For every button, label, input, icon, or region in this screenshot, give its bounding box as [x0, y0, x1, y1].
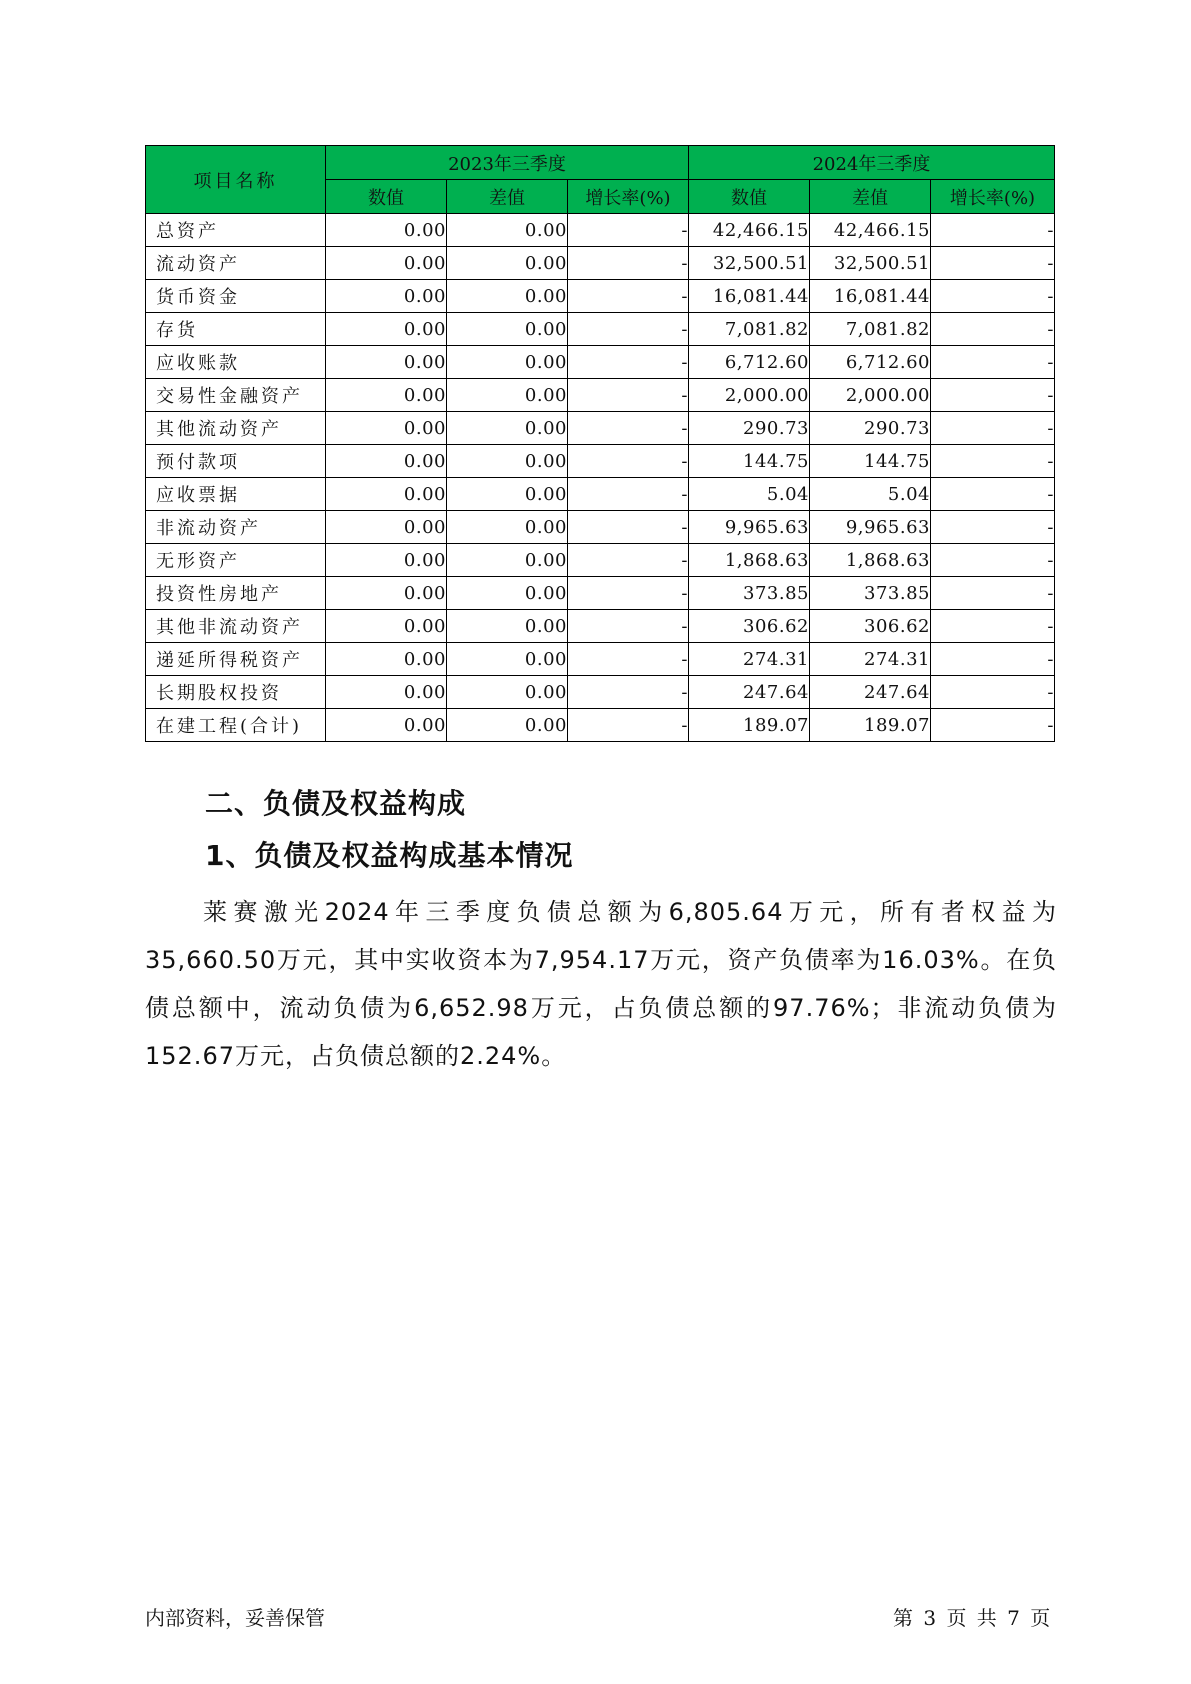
cell-growth-2024: - [931, 577, 1055, 610]
cell-value-2023: 0.00 [326, 544, 447, 577]
table-row [146, 610, 1055, 643]
cell-diff-2023: 0.00 [447, 313, 568, 346]
cell-value-2024: 2,000.00 [689, 379, 810, 412]
cell-item-name: 其他流动资产 [146, 412, 326, 445]
header-period-2024: 2024年三季度 [689, 146, 1055, 180]
cell-diff-2024: 306.62 [810, 610, 931, 643]
cell-diff-2024: 5.04 [810, 478, 931, 511]
table-row [146, 280, 1055, 313]
cell-growth-2024: - [931, 379, 1055, 412]
cell-value-2024: 42,466.15 [689, 214, 810, 247]
cell-value-2024: 16,081.44 [689, 280, 810, 313]
cell-growth-2024: - [931, 445, 1055, 478]
table-row [146, 676, 1055, 709]
cell-diff-2023: 0.00 [447, 247, 568, 280]
cell-growth-2024: - [931, 544, 1055, 577]
cell-value-2024: 306.62 [689, 610, 810, 643]
cell-diff-2023: 0.00 [447, 478, 568, 511]
table-body [146, 214, 1055, 742]
header-growth-2023: 增长率(%) [568, 180, 689, 214]
cell-item-name: 应收票据 [146, 478, 326, 511]
cell-diff-2024: 42,466.15 [810, 214, 931, 247]
cell-diff-2024: 6,712.60 [810, 346, 931, 379]
cell-growth-2024: - [931, 478, 1055, 511]
cell-growth-2023: - [568, 280, 689, 313]
cell-diff-2023: 0.00 [447, 379, 568, 412]
cell-value-2023: 0.00 [326, 709, 447, 742]
cell-value-2023: 0.00 [326, 643, 447, 676]
table-row [146, 214, 1055, 247]
cell-value-2024: 274.31 [689, 643, 810, 676]
cell-growth-2024: - [931, 610, 1055, 643]
header-value-2024: 数值 [689, 180, 810, 214]
cell-growth-2024: - [931, 676, 1055, 709]
cell-diff-2024: 16,081.44 [810, 280, 931, 313]
cell-item-name: 流动资产 [146, 247, 326, 280]
cell-item-name: 在建工程(合计) [146, 709, 326, 742]
cell-item-name: 非流动资产 [146, 511, 326, 544]
cell-growth-2023: - [568, 610, 689, 643]
cell-diff-2023: 0.00 [447, 709, 568, 742]
table-row [146, 247, 1055, 280]
cell-value-2023: 0.00 [326, 610, 447, 643]
cell-growth-2024: - [931, 280, 1055, 313]
cell-diff-2023: 0.00 [447, 643, 568, 676]
cell-growth-2023: - [568, 313, 689, 346]
cell-item-name: 存货 [146, 313, 326, 346]
cell-diff-2024: 274.31 [810, 643, 931, 676]
cell-item-name: 应收账款 [146, 346, 326, 379]
cell-growth-2023: - [568, 676, 689, 709]
table-row [146, 478, 1055, 511]
cell-item-name: 预付款项 [146, 445, 326, 478]
cell-growth-2024: - [931, 346, 1055, 379]
cell-value-2023: 0.00 [326, 445, 447, 478]
table-row [146, 379, 1055, 412]
table-row [146, 577, 1055, 610]
table-row [146, 511, 1055, 544]
cell-diff-2024: 2,000.00 [810, 379, 931, 412]
cell-growth-2023: - [568, 412, 689, 445]
cell-growth-2023: - [568, 445, 689, 478]
cell-diff-2024: 247.64 [810, 676, 931, 709]
cell-value-2023: 0.00 [326, 478, 447, 511]
cell-diff-2023: 0.00 [447, 346, 568, 379]
header-diff-2024: 差值 [810, 180, 931, 214]
cell-growth-2023: - [568, 511, 689, 544]
section-paragraph: 莱赛激光2024年三季度负债总额为6,805.64万元，所有者权益为35,660.50万元，其中实收资本为7,954.17万元，资产负债率为16.03%。在负债总额中，流动负债为6,652.98万元，占负债总额的97.76%；非流动负债为152.67万元，占负债总额的2.24%。 [145, 898, 1057, 1070]
cell-diff-2023: 0.00 [447, 577, 568, 610]
footer-page-number: 第 3 页 共 7 页 [893, 1606, 1051, 1630]
cell-value-2024: 32,500.51 [689, 247, 810, 280]
cell-item-name: 其他非流动资产 [146, 610, 326, 643]
header-growth-2024: 增长率(%) [931, 180, 1055, 214]
cell-growth-2024: - [931, 313, 1055, 346]
cell-item-name: 交易性金融资产 [146, 379, 326, 412]
cell-growth-2023: - [568, 643, 689, 676]
cell-growth-2024: - [931, 709, 1055, 742]
cell-diff-2023: 0.00 [447, 412, 568, 445]
table-row [146, 346, 1055, 379]
cell-value-2024: 1,868.63 [689, 544, 810, 577]
cell-item-name: 长期股权投资 [146, 676, 326, 709]
table-row [146, 412, 1055, 445]
cell-item-name: 货币资金 [146, 280, 326, 313]
cell-diff-2024: 189.07 [810, 709, 931, 742]
cell-diff-2024: 144.75 [810, 445, 931, 478]
footer-confidential-note: 内部资料，妥善保管 [145, 1606, 325, 1630]
cell-diff-2024: 9,965.63 [810, 511, 931, 544]
table-row [146, 313, 1055, 346]
cell-diff-2023: 0.00 [447, 610, 568, 643]
cell-item-name: 投资性房地产 [146, 577, 326, 610]
asset-comparison-table [145, 145, 1055, 742]
cell-value-2023: 0.00 [326, 214, 447, 247]
cell-growth-2024: - [931, 214, 1055, 247]
cell-value-2023: 0.00 [326, 412, 447, 445]
cell-value-2023: 0.00 [326, 247, 447, 280]
cell-growth-2023: - [568, 346, 689, 379]
cell-diff-2024: 373.85 [810, 577, 931, 610]
cell-value-2023: 0.00 [326, 346, 447, 379]
cell-diff-2023: 0.00 [447, 544, 568, 577]
cell-value-2024: 373.85 [689, 577, 810, 610]
cell-value-2023: 0.00 [326, 313, 447, 346]
table-row [146, 445, 1055, 478]
cell-growth-2024: - [931, 247, 1055, 280]
section-heading: 二、负债及权益构成 [205, 787, 467, 820]
cell-growth-2024: - [931, 511, 1055, 544]
cell-diff-2024: 32,500.51 [810, 247, 931, 280]
cell-value-2023: 0.00 [326, 676, 447, 709]
cell-diff-2023: 0.00 [447, 445, 568, 478]
cell-value-2024: 290.73 [689, 412, 810, 445]
cell-value-2023: 0.00 [326, 280, 447, 313]
header-diff-2023: 差值 [447, 180, 568, 214]
header-item-name: 项目名称 [146, 146, 326, 214]
table-row [146, 544, 1055, 577]
cell-growth-2023: - [568, 247, 689, 280]
cell-value-2024: 6,712.60 [689, 346, 810, 379]
cell-value-2024: 189.07 [689, 709, 810, 742]
cell-value-2024: 9,965.63 [689, 511, 810, 544]
cell-diff-2023: 0.00 [447, 676, 568, 709]
cell-value-2024: 144.75 [689, 445, 810, 478]
cell-diff-2024: 1,868.63 [810, 544, 931, 577]
cell-diff-2023: 0.00 [447, 511, 568, 544]
cell-diff-2024: 7,081.82 [810, 313, 931, 346]
table-row [146, 643, 1055, 676]
table-row [146, 709, 1055, 742]
cell-diff-2023: 0.00 [447, 280, 568, 313]
cell-growth-2023: - [568, 478, 689, 511]
cell-diff-2023: 0.00 [447, 214, 568, 247]
cell-growth-2023: - [568, 577, 689, 610]
section-subheading: 1、负债及权益构成基本情况 [205, 839, 574, 872]
cell-diff-2024: 290.73 [810, 412, 931, 445]
cell-growth-2023: - [568, 379, 689, 412]
cell-value-2023: 0.00 [326, 511, 447, 544]
cell-item-name: 递延所得税资产 [146, 643, 326, 676]
cell-value-2023: 0.00 [326, 379, 447, 412]
cell-growth-2023: - [568, 709, 689, 742]
cell-value-2024: 247.64 [689, 676, 810, 709]
header-period-2023: 2023年三季度 [326, 146, 689, 180]
cell-growth-2024: - [931, 643, 1055, 676]
cell-growth-2023: - [568, 544, 689, 577]
header-value-2023: 数值 [326, 180, 447, 214]
cell-value-2024: 7,081.82 [689, 313, 810, 346]
cell-growth-2024: - [931, 412, 1055, 445]
cell-item-name: 无形资产 [146, 544, 326, 577]
cell-item-name: 总资产 [146, 214, 326, 247]
cell-value-2024: 5.04 [689, 478, 810, 511]
cell-value-2023: 0.00 [326, 577, 447, 610]
cell-growth-2023: - [568, 214, 689, 247]
